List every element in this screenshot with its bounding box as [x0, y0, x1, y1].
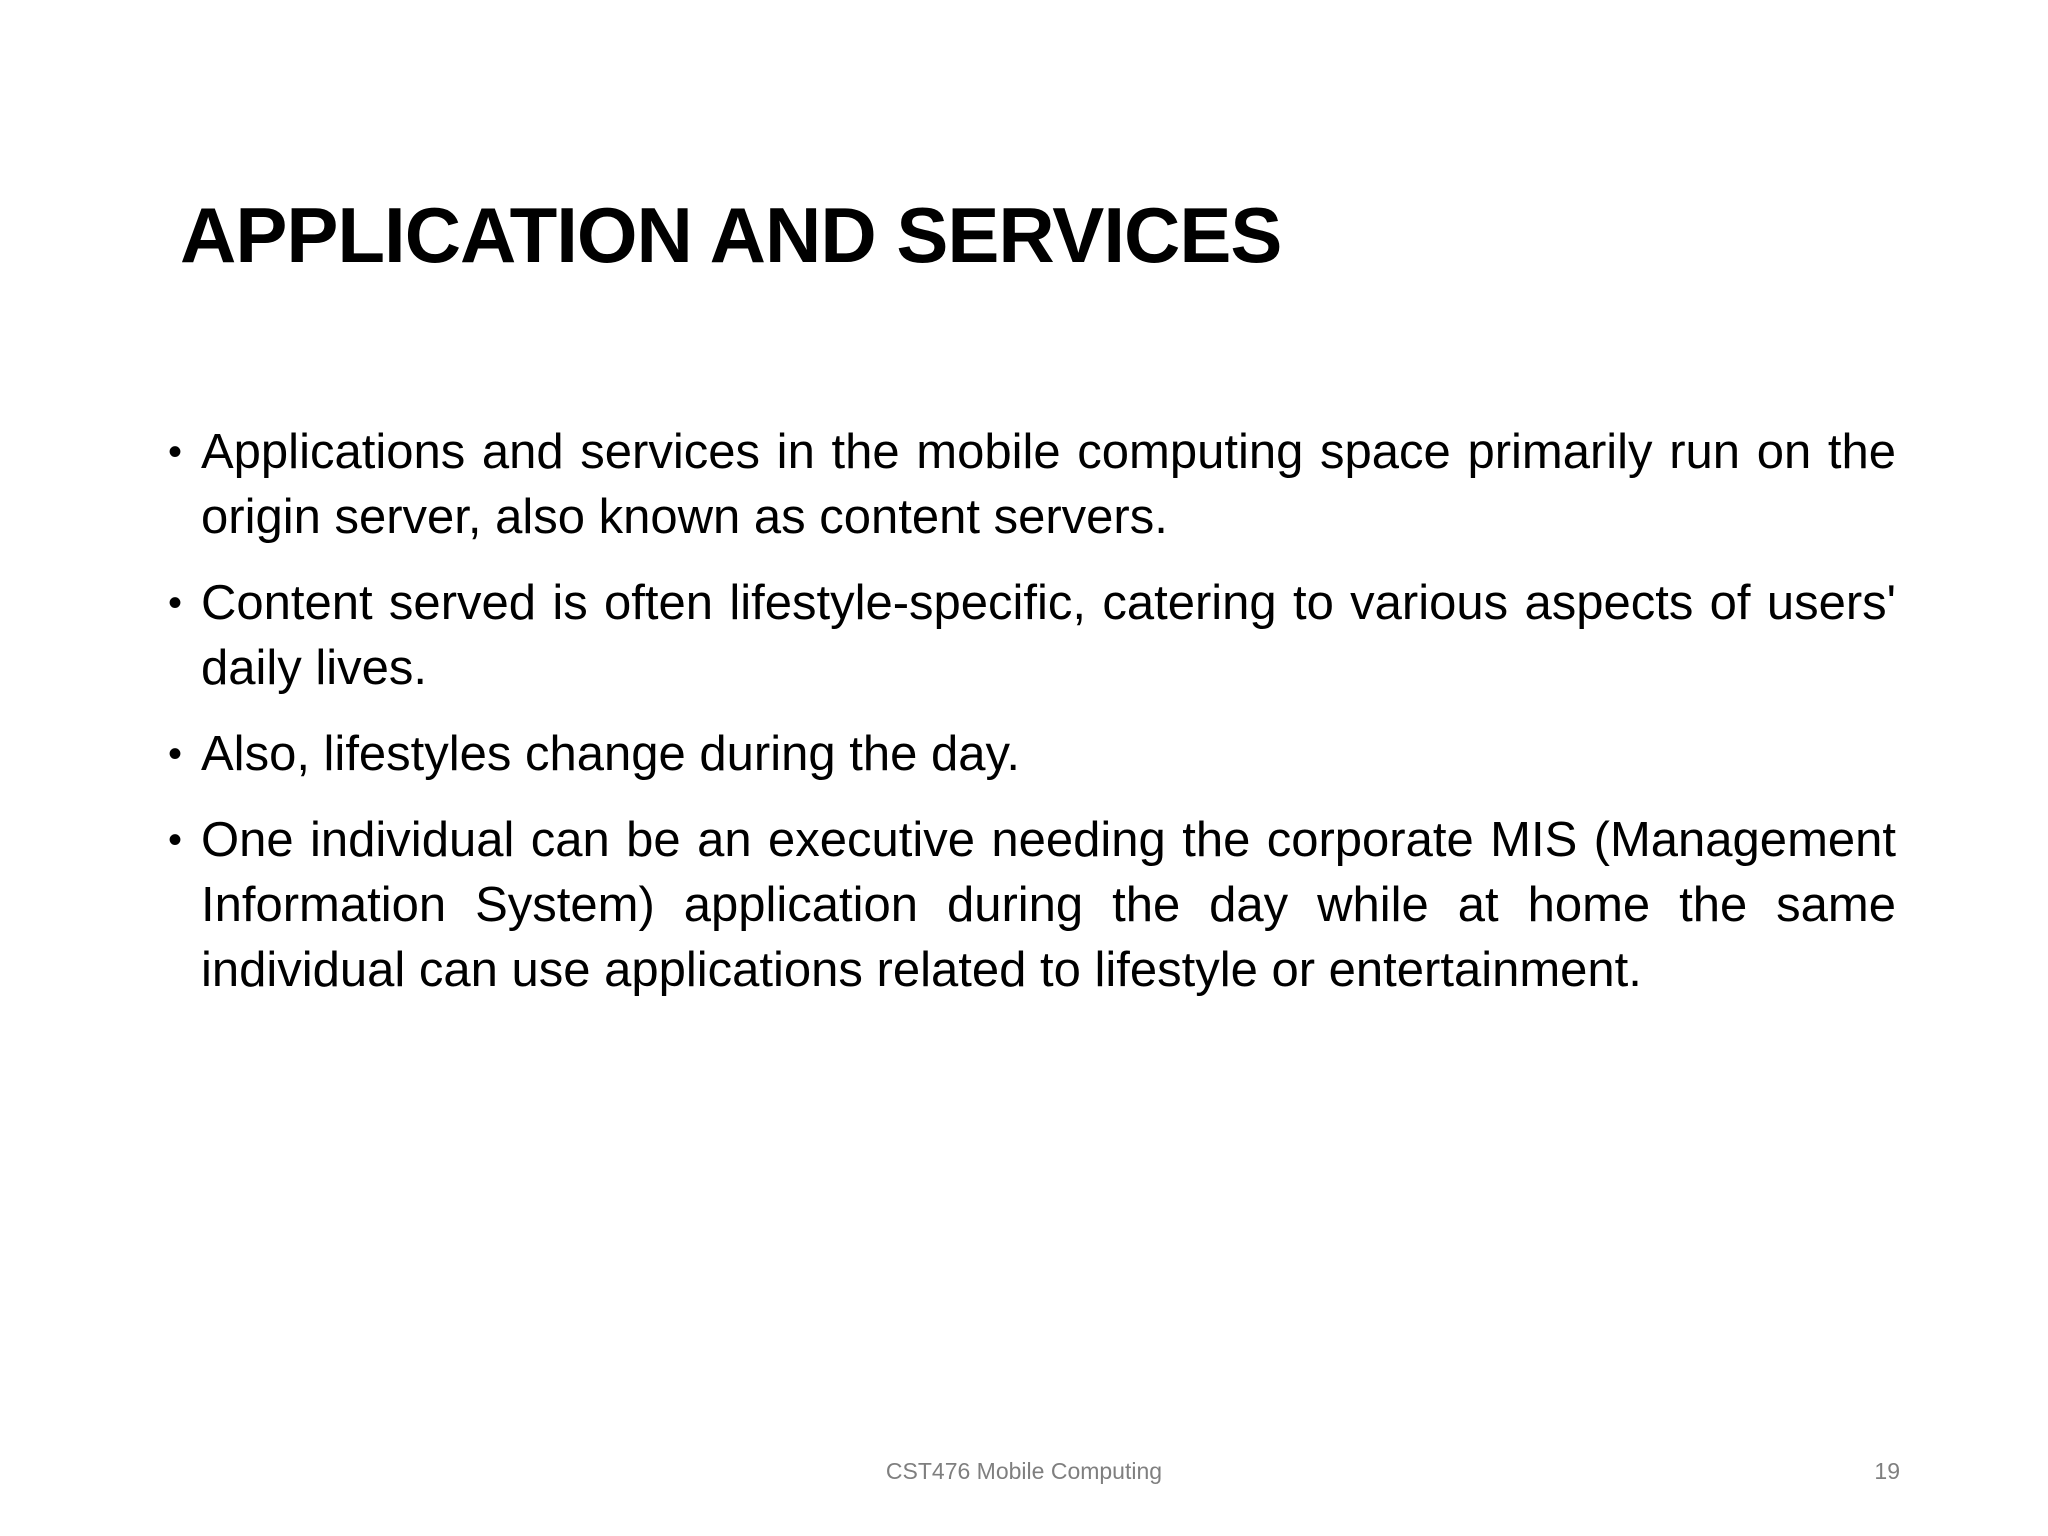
bullet-icon: •	[168, 732, 183, 776]
bullet-icon: •	[168, 430, 183, 474]
bullet-item	[168, 571, 1896, 701]
bullet-text: Applications and services in the mobile computing space primarily run on the origin server, also known as content servers.	[201, 425, 1896, 544]
bullet-text: Also, lifestyles change during the day.	[201, 727, 1020, 781]
bullet-item	[168, 420, 1896, 550]
bullet-icon: •	[168, 581, 183, 625]
bullet-text: Content served is often lifestyle-specific, catering to various aspects of users' daily lives.	[201, 576, 1896, 695]
page-number: 19	[1874, 1458, 1900, 1484]
bullet-item	[168, 808, 1896, 1003]
bullet-item	[168, 722, 1896, 787]
bullet-icon: •	[168, 818, 183, 862]
bullet-text: One individual can be an executive needing the corporate MIS (Management Information System) application during the day while at home the same individual can use applications related to lifestyle or entertainment.	[201, 813, 1896, 997]
bullet-list	[168, 420, 1896, 1024]
footer-course: CST476 Mobile Computing	[885, 1458, 1163, 1484]
slide-title: APPLICATION AND SERVICES	[180, 191, 1282, 279]
